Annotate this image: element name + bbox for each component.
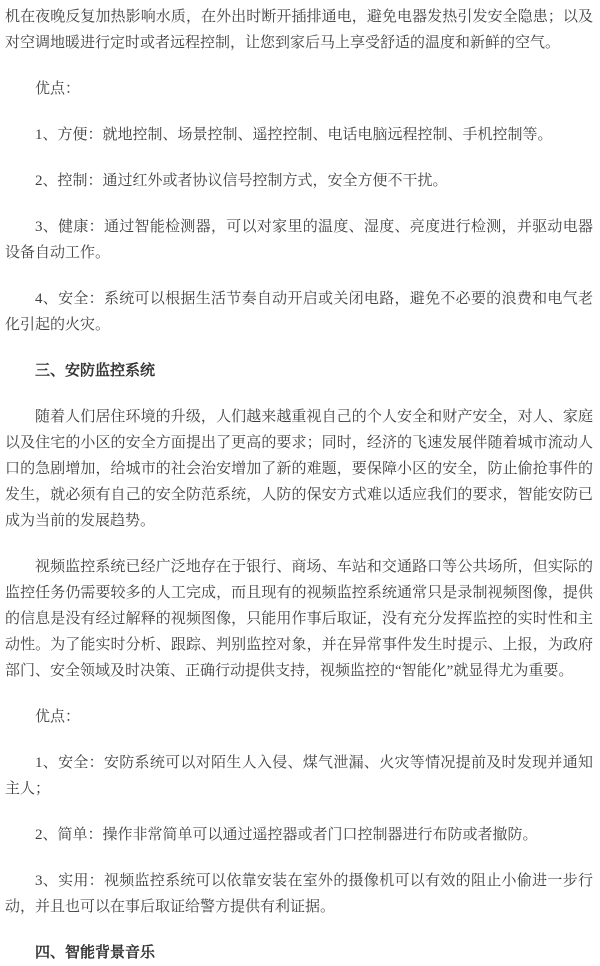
advantage-item-safety: 4、安全：系统可以根据生活节奏自动开启或关闭电路，避免不必要的浪费和电气老化引起的火灾。 bbox=[5, 291, 593, 333]
advantage-item-practicality: 3、实用：视频监控系统可以依靠安装在室外的摄像机可以有效的阻止小偷进一步行动，并且也可以在事后取证给警方提供有利证据。 bbox=[5, 873, 593, 915]
advantage-item-health: 3、健康：通过智能检测器，可以对家里的温度、湿度、亮度进行检测，并驱动电器设备自动工作。 bbox=[5, 219, 593, 261]
section-heading-security-monitoring: 三、安防监控系统 bbox=[35, 363, 156, 379]
advantage-item-simplicity: 2、简单：操作非常简单可以通过遥控器或者门口控制器进行布防或者撤防。 bbox=[35, 827, 538, 843]
paragraph-security-background: 随着人们居住环境的升级，人们越来越重视自己的个人安全和财产安全，对人、家庭以及住宅的小区的安全方面提出了更高的要求；同时，经济的飞速发展伴随着城市流动人口的急剧增加，给城市的社会治安增加了新的难题，要保障小区的安全，防止偷抢事件的发生，就必须有自己的安全防范系统，人防的保安方式难以适应我们的要求，智能安防已成为当前的发展趋势。 bbox=[5, 409, 593, 529]
advantages-label: 优点： bbox=[35, 81, 81, 97]
advantage-item-convenience: 1、方便：就地控制、场景控制、遥控控制、电话电脑远程控制、手机控制等。 bbox=[35, 127, 553, 143]
paragraph-video-surveillance: 视频监控系统已经广泛地存在于银行、商场、车站和交通路口等公共场所，但实际的监控任务仍需要较多的人工完成，而且现有的视频监控系统通常只是录制视频图像，提供的信息是没有经过解释的视频图像，只能用作事后取证，没有充分发挥监控的实时性和主动性。为了能实时分析、跟踪、判别监控对象，并在异常事件发生时提示、上报，为政府部门、安全领域及时决策、正确行动提供支持，视频监控的“智能化”就显得尤为重要。 bbox=[5, 559, 593, 679]
section-heading-background-music: 四、智能背景音乐 bbox=[35, 945, 156, 961]
advantages-label-security: 优点： bbox=[35, 709, 81, 725]
advantage-item-control: 2、控制：通过红外或者协议信号控制方式，安全方便不干扰。 bbox=[35, 173, 448, 189]
paragraph-smart-plug-continuation: 机在夜晚反复加热影响水质，在外出时断开插排通电，避免电器发热引发安全隐患；以及对空调地暖进行定时或者远程控制，让您到家后马上享受舒适的温度和新鲜的空气。 bbox=[5, 9, 593, 51]
advantage-item-security-alert: 1、安全：安防系统可以对陌生人入侵、煤气泄漏、火灾等情况提前及时发现并通知主人； bbox=[5, 755, 593, 797]
